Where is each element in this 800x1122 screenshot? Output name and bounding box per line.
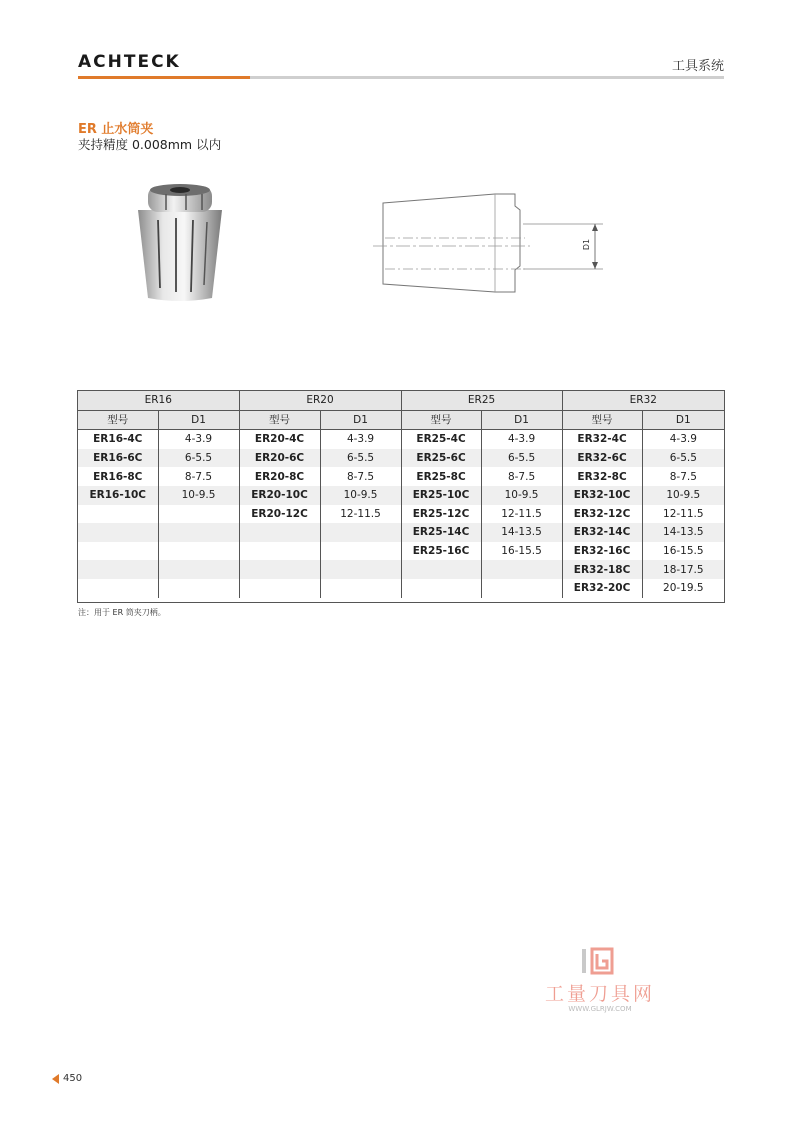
model-cell: ER20-8C bbox=[239, 467, 320, 486]
model-cell bbox=[78, 505, 158, 524]
model-cell bbox=[78, 523, 158, 542]
table-row bbox=[78, 430, 724, 449]
d1-cell bbox=[158, 560, 239, 579]
d1-cell: 8-7.5 bbox=[158, 467, 239, 486]
d1-cell: 20-19.5 bbox=[642, 579, 724, 598]
model-cell bbox=[239, 523, 320, 542]
d1-cell: 18-17.5 bbox=[642, 560, 724, 579]
group-header-er25: ER25 bbox=[401, 391, 562, 410]
model-cell: ER16-4C bbox=[93, 433, 143, 446]
model-cell: ER20-10C bbox=[239, 486, 320, 505]
col-header-d1: D1 bbox=[158, 410, 239, 430]
d1-cell bbox=[158, 542, 239, 561]
watermark bbox=[530, 945, 670, 1015]
table-row bbox=[78, 523, 724, 542]
collet-drawing bbox=[365, 188, 605, 303]
model-cell bbox=[239, 579, 320, 598]
col-header-model: 型号 bbox=[78, 410, 158, 430]
page-arrow-icon bbox=[52, 1074, 59, 1084]
model-cell: ER32-12C bbox=[562, 505, 642, 524]
d1-cell: 8-7.5 bbox=[320, 467, 401, 486]
d1-cell bbox=[481, 560, 562, 579]
d1-cell bbox=[158, 505, 239, 524]
table-row bbox=[78, 579, 724, 598]
model-cell: ER32-18C bbox=[562, 560, 642, 579]
group-header-er20: ER20 bbox=[239, 391, 401, 410]
page-number-text: 450 bbox=[63, 1073, 83, 1084]
model-cell: ER25-6C bbox=[401, 449, 481, 468]
model-cell: ER20-6C bbox=[239, 449, 320, 468]
spec-table-body bbox=[78, 430, 724, 598]
d1-cell: 8-7.5 bbox=[481, 467, 562, 486]
table-row bbox=[78, 505, 724, 524]
watermark-url: WWW.GLRJW.COM bbox=[568, 1005, 632, 1013]
group-header-er32: ER32 bbox=[562, 391, 724, 410]
table-row bbox=[78, 449, 724, 468]
brand-logo: ACHTECK bbox=[78, 52, 181, 72]
model-cell: ER25-8C bbox=[401, 467, 481, 486]
d1-cell: 4-3.9 bbox=[320, 430, 401, 449]
d1-cell bbox=[158, 523, 239, 542]
d1-cell: 6-5.5 bbox=[320, 449, 401, 468]
model-cell bbox=[78, 542, 158, 561]
model-cell: ER32-16C bbox=[562, 542, 642, 561]
model-cell: ER32-6C bbox=[562, 449, 642, 468]
model-cell bbox=[401, 560, 481, 579]
model-cell: ER32-20C bbox=[562, 579, 642, 598]
d1-cell: 4-3.9 bbox=[642, 430, 724, 449]
model-cell bbox=[78, 579, 158, 598]
d1-cell bbox=[320, 542, 401, 561]
col-header-model: 型号 bbox=[562, 410, 642, 430]
model-cell: ER25-14C bbox=[401, 523, 481, 542]
d1-cell: 6-5.5 bbox=[481, 449, 562, 468]
table-row bbox=[78, 560, 724, 579]
table-row bbox=[78, 542, 724, 561]
header-rule-accent bbox=[78, 76, 250, 79]
d1-cell: 10-9.5 bbox=[320, 486, 401, 505]
model-cell: ER25-12C bbox=[401, 505, 481, 524]
model-cell: ER16-10C bbox=[78, 486, 158, 505]
d1-cell: 10-9.5 bbox=[158, 486, 239, 505]
model-cell bbox=[239, 560, 320, 579]
model-cell bbox=[401, 579, 481, 598]
d1-cell: 12-11.5 bbox=[320, 505, 401, 524]
model-cell: ER25-4C bbox=[401, 430, 481, 449]
section-title: 工具系统 bbox=[671, 59, 724, 74]
col-header-model: 型号 bbox=[239, 410, 320, 430]
col-header-d1: D1 bbox=[481, 410, 562, 430]
table-row bbox=[78, 486, 724, 505]
footnote: 注：用于 ER 筒夹刀柄。 bbox=[78, 608, 166, 617]
d1-cell: 14-13.5 bbox=[642, 523, 724, 542]
d1-cell bbox=[320, 523, 401, 542]
d1-cell bbox=[158, 579, 239, 598]
d1-cell: 16-15.5 bbox=[642, 542, 724, 561]
d1-cell: 10-9.5 bbox=[481, 486, 562, 505]
model-cell: ER16-6C bbox=[78, 449, 158, 468]
spec-table bbox=[78, 391, 724, 598]
model-cell: ER20-4C bbox=[239, 430, 320, 449]
model-cell: ER25-16C bbox=[401, 542, 481, 561]
d1-cell: 12-11.5 bbox=[481, 505, 562, 524]
d1-cell: 4-3.9 bbox=[481, 430, 562, 449]
d1-cell: 4-3.9 bbox=[158, 430, 239, 449]
d1-cell: 14-13.5 bbox=[481, 523, 562, 542]
model-cell: ER25-10C bbox=[401, 486, 481, 505]
d1-cell: 12-11.5 bbox=[642, 505, 724, 524]
d1-cell: 6-5.5 bbox=[158, 449, 239, 468]
group-header-er16: ER16 bbox=[78, 391, 239, 410]
collet-photo bbox=[130, 180, 230, 305]
d1-cell bbox=[481, 579, 562, 598]
page-number bbox=[52, 1073, 82, 1084]
model-cell: ER32-4C bbox=[562, 430, 642, 449]
d1-cell: 6-5.5 bbox=[642, 449, 724, 468]
product-subtitle: 夹持精度 0.008mm 以内 bbox=[78, 137, 222, 152]
d1-cell bbox=[320, 579, 401, 598]
d1-cell: 16-15.5 bbox=[481, 542, 562, 561]
model-cell bbox=[78, 560, 158, 579]
col-header-d1: D1 bbox=[320, 410, 401, 430]
product-title: ER 止水筒夹 bbox=[78, 122, 154, 137]
col-header-d1: D1 bbox=[642, 410, 724, 430]
model-cell: ER32-14C bbox=[562, 523, 642, 542]
d1-cell bbox=[320, 560, 401, 579]
d1-cell: 10-9.5 bbox=[642, 486, 724, 505]
watermark-logo-icon bbox=[580, 945, 620, 977]
d1-cell: 8-7.5 bbox=[642, 467, 724, 486]
model-cell bbox=[239, 542, 320, 561]
model-cell: ER20-12C bbox=[239, 505, 320, 524]
dimension-label: D1 bbox=[582, 238, 592, 251]
watermark-text: 工量刀具网 bbox=[544, 983, 655, 1005]
model-cell: ER32-8C bbox=[562, 467, 642, 486]
col-header-model: 型号 bbox=[401, 410, 481, 430]
model-cell: ER16-8C bbox=[93, 470, 143, 483]
model-cell: ER32-10C bbox=[562, 486, 642, 505]
table-row bbox=[78, 467, 724, 486]
